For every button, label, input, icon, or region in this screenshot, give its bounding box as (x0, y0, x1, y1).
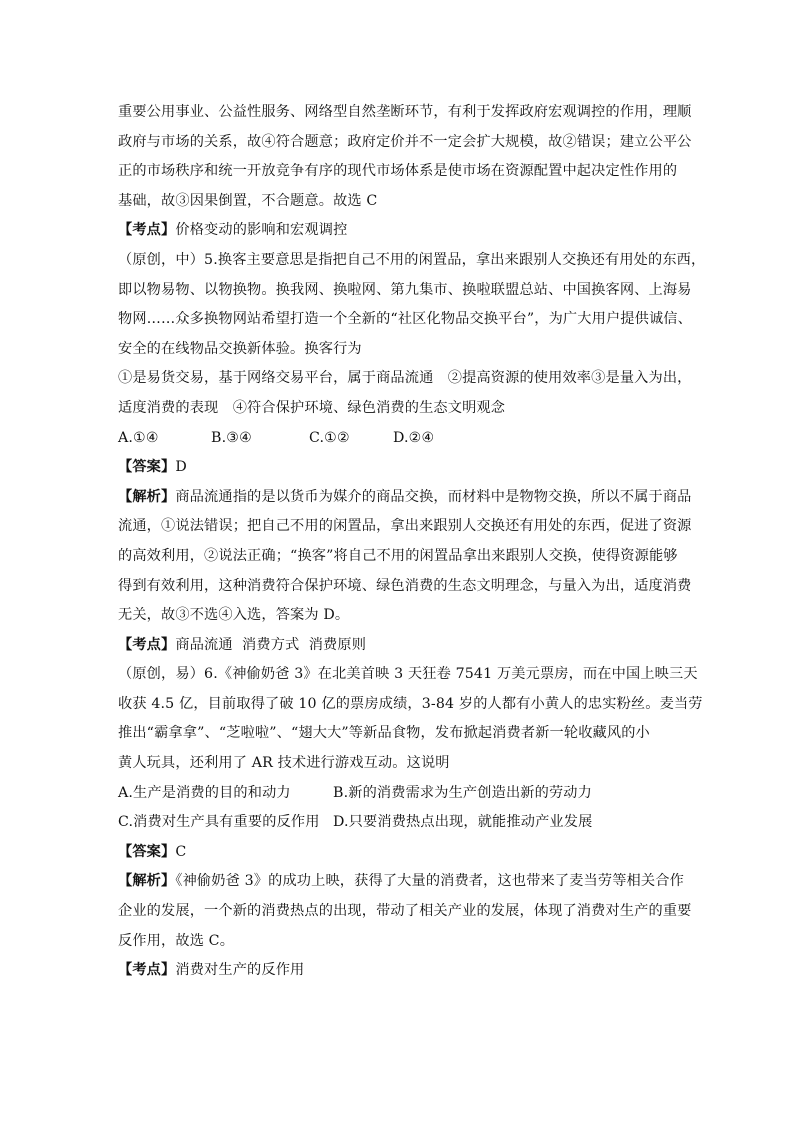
analysis-line: 反作用，故选 C。 (118, 932, 235, 949)
question-line: 安全的在线物品交换新体验。换客行为 (118, 340, 362, 357)
answer-tag: 【答案】 (118, 843, 176, 860)
kaodian-tag: 【考点】 (118, 222, 176, 239)
answer-text: C (175, 843, 187, 860)
option-b: B.③④ (211, 429, 252, 446)
kaodian-text: 价格变动的影响和宏观调控 (175, 222, 348, 239)
question-line: 推出“霸拿拿”、“芝啦啦”、“翅大大”等新品食物，发布掀起消费者新一轮收藏风的小 (118, 725, 650, 742)
kaodian-line (118, 956, 678, 986)
question-line: 即以物易物、以物换物。换我网、换啦网、第九集市、换啦联盟总站、中国换客网、上海易 (118, 281, 692, 298)
analysis-text: 《神偷奶爸 3》的成功上映，获得了大量的消费者，这也带来了麦当劳等相关合作 (175, 873, 684, 890)
options-line (118, 779, 678, 809)
option-b: B.新的消费需求为生产创造出新的劳动力 (333, 784, 592, 801)
paragraph-line: 正的市场秩序和统一开放竞争有序的现代市场体系是使市场在资源配置中起决定性作用的 (118, 163, 678, 180)
kaodian-tag: 【考点】 (118, 636, 176, 653)
answer-tag: 【答案】 (118, 459, 176, 476)
analysis-text: 商品流通指的是以货币为媒介的商品交换，而材料中是物物交换，所以不属于商品 (175, 488, 692, 505)
analysis-line: 企业的发展，一个新的消费热点的出现，带动了相关产业的发展，体现了消费对生产的重要 (118, 903, 692, 920)
question-line: （原创，中）5.换客主要意思是指把自己不用的闲置品，拿出来跟别人交换还有用处的东西， (118, 251, 706, 268)
option-a: A.①④ (118, 429, 159, 446)
analysis-line (118, 867, 684, 897)
option-c: C.①② (309, 429, 350, 446)
question-line: 黄人玩具，还利用了 AR 技术进行游戏互动。这说明 (118, 755, 450, 772)
option-c: C.消费对生产具有重要的反作用 (118, 814, 320, 831)
kaodian-line (118, 631, 678, 661)
kaodian-tag: 【考点】 (118, 962, 176, 979)
option-a: A.生产是消费的目的和动力 (118, 784, 291, 801)
options-line (118, 808, 678, 838)
question-line: （原创，易）6.《神偷奶爸 3》在北美首映 3 天狂卷 7541 万美元票房，而在中国上映三天 (118, 666, 698, 683)
analysis-tag: 【解析】 (118, 488, 176, 505)
kaodian-text: 商品流通 消费方式 消费原则 (175, 636, 367, 653)
paragraph-line: 重要公用事业、公益性服务、网络型自然垄断环节，有利于发挥政府宏观调控的作用，理顺 (118, 104, 692, 120)
kaodian-text: 消费对生产的反作用 (175, 962, 305, 979)
paragraph-line: 基础，故③因果倒置，不合题意。故选 C (118, 192, 378, 209)
option-d: D.只要消费热点出现，就能推动产业发展 (333, 814, 593, 831)
analysis-line: 流通，①说法错误；把自己不用的闲置品，拿出来跟别人交换还有用处的东西，促进了资源 (118, 518, 692, 535)
paragraph-line: 政府与市场的关系，故④符合题意；政府定价并不一定会扩大规模，故②错误；建立公平公 (118, 133, 692, 150)
analysis-line: 无关，故③不选④入选，答案为 D。 (118, 607, 350, 624)
kaodian-line (118, 216, 678, 246)
document-page (118, 98, 706, 986)
options-line (118, 424, 678, 454)
analysis-tag: 【解析】 (118, 873, 176, 890)
analysis-line: 得到有效利用，这种消费符合保护环境、绿色消费的生态文明理念，与量入为出，适度消费 (118, 577, 692, 594)
answer-line (118, 453, 678, 483)
analysis-line (118, 483, 692, 513)
question-line: 收获 4.5 亿，目前取得了破 10 亿的票房成绩，3-84 岁的人都有小黄人的忠实粉丝。麦当劳 (118, 695, 703, 712)
analysis-line: 的高效利用，②说法正确；“换客”将自己不用的闲置品拿出来跟别人交换，使得资源能够 (118, 547, 678, 564)
answer-line (118, 838, 678, 868)
option-d: D.②④ (393, 429, 435, 446)
question-line: 适度消费的表现 ④符合保护环境、绿色消费的生态文明观念 (118, 399, 506, 416)
answer-text: D (175, 459, 187, 476)
question-line: 物网……众多换物网站希望打造一个全新的“社区化物品交换平台”，为广大用户提供诚信、 (118, 311, 692, 328)
question-line: ①是易货交易，基于网络交易平台，属于商品流通 ②提高资源的使用效率③是量入为出， (118, 370, 692, 387)
